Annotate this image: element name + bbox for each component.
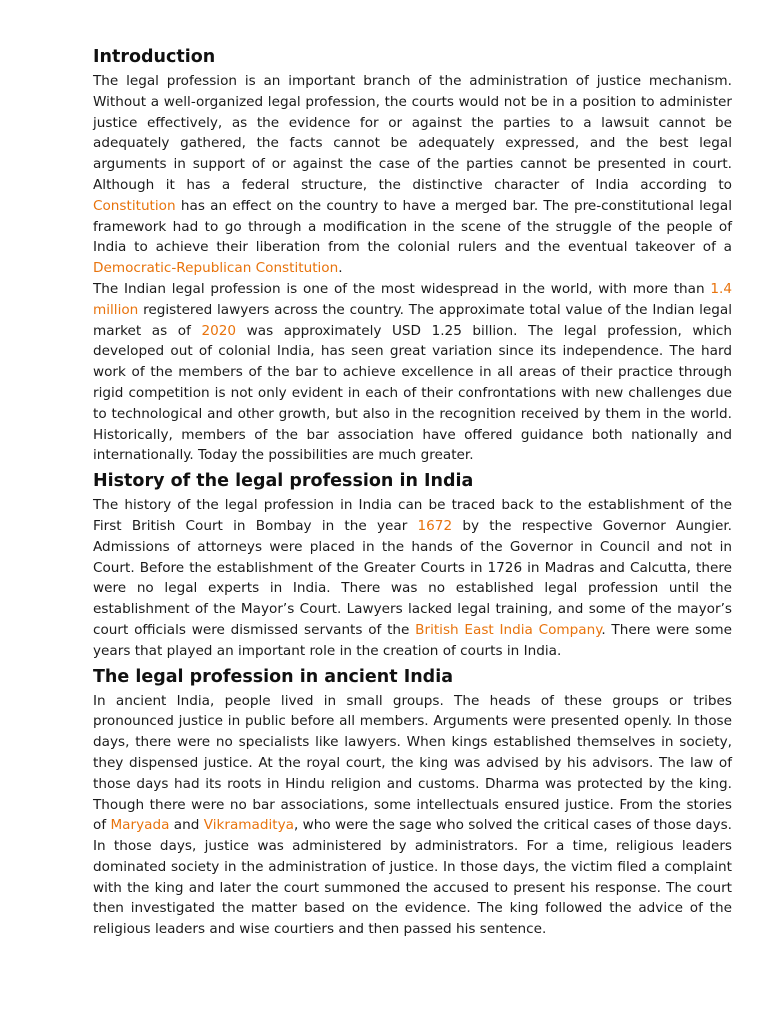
link-british-east-india-company[interactable]: British East India Company bbox=[415, 621, 602, 638]
section-introduction bbox=[93, 44, 732, 466]
text-run: was approximately USD 1.25 billion. The legal profession, which developed out of colonial India, has seen great variation since its independence. The hard work of the members of the bar to achieve excellence in all areas of their practice through rigid competition is not only evident in each of their confrontations with new challenges due to technological and other growth, but also in the recognition received by them in the world. Historically, members of the bar association have offered guidance both nationally and internationally. Today the possibilities are much greater. bbox=[93, 322, 732, 464]
text-run: , who were the sage who solved the critical cases of those days. In those days, justice was administered by administrators. For a time, religious leaders dominated society in the administration of justice. In those days, the victim filed a complaint with the king and later the court summoned the accused to present his response. The court then investigated the matter based on the evidence. The king followed the advice of the religious leaders and wise courtiers and then passed his sentence. bbox=[93, 817, 732, 938]
text-run: In ancient India, people lived in small groups. The heads of these groups or tribes pronounced justice in public before all members. Arguments were presented openly. In those days, there were no specialists like lawyers. When kings established themselves in society, they dispensed justice. At the royal court, the king was advised by his advisors. The law of those days had its roots in Hindu religion and customs. Dharma was protected by the king. Though there were no bar associations, some intellectuals ensured justice. From the stories of bbox=[93, 692, 732, 834]
link-1-4-million[interactable]: 1.4 million bbox=[93, 280, 732, 318]
paragraph bbox=[93, 495, 732, 661]
link-democratic-republican-constitution[interactable]: Democratic-Republican Constitution bbox=[93, 260, 339, 277]
paragraph bbox=[93, 279, 732, 466]
paragraph bbox=[93, 71, 732, 279]
link-maryada[interactable]: Maryada bbox=[110, 817, 170, 834]
link-vikramaditya[interactable]: Vikramaditya bbox=[203, 817, 294, 834]
text-run: The legal profession is an important branch of the administration of justice mechanism. Without a well-organized legal profession, the courts would not be in a position to administer justice effectively, as the evidence for or against the parties to a lawsuit cannot be adequately gathered, the facts cannot be adequately expressed, and the best legal arguments in support of or against the case of the parties cannot be presented in court. Although it has a federal structure, the distinctive character of India according to bbox=[93, 73, 732, 193]
document-page bbox=[93, 44, 732, 940]
text-run: . bbox=[338, 260, 343, 277]
text-run: The Indian legal profession is one of the most widespread in the world, with more than bbox=[93, 280, 711, 297]
paragraph bbox=[93, 691, 732, 941]
link-2020[interactable]: 2020 bbox=[201, 322, 237, 339]
text-run: by the respective Governor Aungier. Admissions of attorneys were placed in the hands of the Governor in Council and not in Court. Before the establishment of the Greater Courts in 1726 in Madras and Calcutta, there were no legal experts in India. There was no established legal profession until the establishment of the Mayor’s Court. Lawyers lacked legal training, and some of the mayor’s court officials were dismissed servants of the bbox=[93, 517, 732, 638]
text-run: has an effect on the country to have a merged bar. The pre-constitutional legal framework had to go through a modification in the scene of the struggle of the people of India to achieve their liberation from the colonial rulers and the eventual takeover of a bbox=[93, 197, 732, 256]
text-run: . There were some years that played an important role in the creation of courts in India. bbox=[93, 621, 733, 659]
section-heading: The legal profession in ancient India bbox=[93, 666, 453, 687]
text-run: and bbox=[169, 817, 204, 834]
section-heading: Introduction bbox=[93, 47, 216, 67]
section-history bbox=[93, 468, 732, 661]
link-1672[interactable]: 1672 bbox=[417, 517, 453, 534]
section-heading: History of the legal profession in India bbox=[93, 471, 474, 492]
text-run: The history of the legal profession in India can be traced back to the establishment of the First British Court in Bombay in the year bbox=[93, 497, 732, 534]
text-run: registered lawyers across the country. The approximate total value of the Indian legal market as of bbox=[93, 301, 732, 339]
link-constitution[interactable]: Constitution bbox=[93, 197, 176, 214]
section-ancient-india bbox=[93, 664, 732, 941]
